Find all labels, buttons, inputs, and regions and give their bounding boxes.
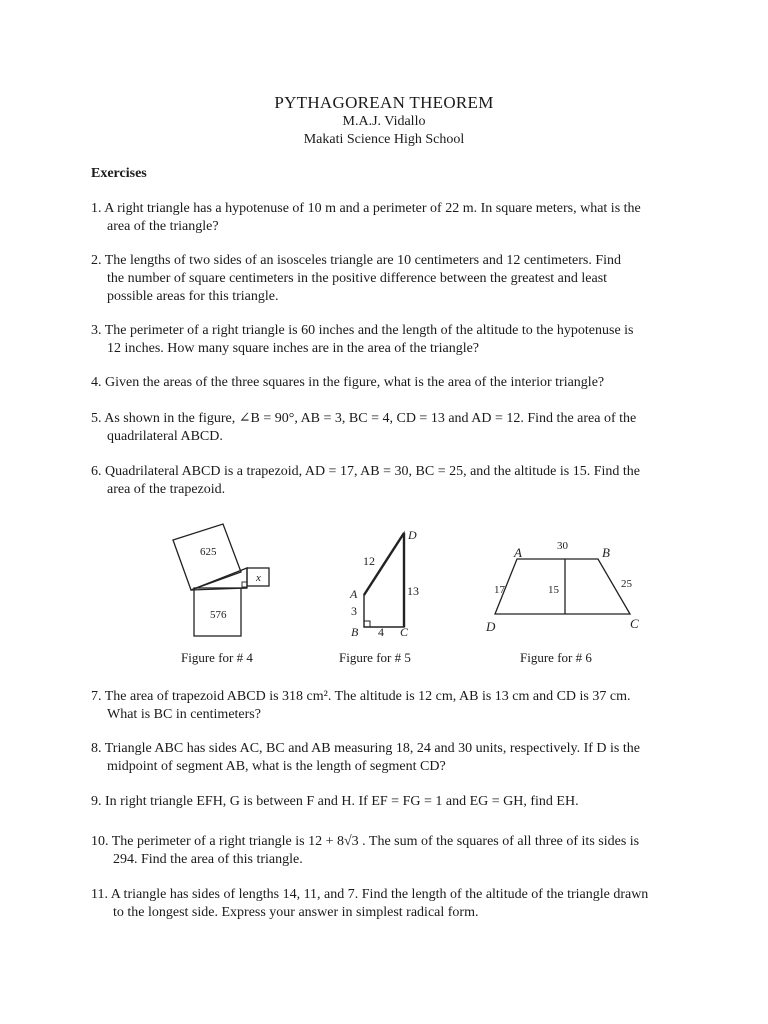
- label-altitude: 15: [548, 584, 559, 596]
- label-AD: 12: [363, 554, 375, 568]
- question-text-line2: 12 inches. How many square inches are in the area of the triangle?: [107, 341, 480, 356]
- label-625: 625: [200, 546, 217, 558]
- question-text: In right triangle EFH, G is between F and H. If EF = FG = 1 and EG = GH, find EH.: [105, 794, 579, 809]
- school-name: Makati Science High School: [303, 132, 465, 147]
- label-D: D: [408, 528, 417, 542]
- question-text: The perimeter of a right triangle is 60 inches and the length of the altitude to the hypotenuse is: [104, 323, 634, 338]
- figure-6: [480, 536, 650, 636]
- question-7: [91, 688, 681, 724]
- question-number: 6.: [91, 464, 102, 479]
- question-number: 8.: [91, 741, 102, 756]
- question-text: The lengths of two sides of an isosceles triangle are 10 centimeters and 12 centimeters. Find: [104, 253, 622, 268]
- question-number: 1.: [91, 201, 102, 216]
- label-CD: 13: [407, 584, 419, 598]
- question-text: Quadrilateral ABCD is a trapezoid, AD = 17, AB = 30, BC = 25, and the altitude is 15. Find the: [105, 464, 641, 479]
- figure-6-caption: Figure for # 6: [520, 650, 592, 665]
- question-text-line2: midpoint of segment AB, what is the length of segment CD?: [107, 759, 446, 774]
- question-text-line2: area of the trapezoid.: [107, 482, 226, 497]
- label-C: C: [400, 625, 409, 639]
- question-text: Given the areas of the three squares in the figure, what is the area of the interior triangle?: [105, 375, 605, 390]
- question-number: 3.: [91, 323, 102, 338]
- label-B: B: [351, 625, 359, 639]
- question-5: [91, 410, 681, 446]
- question-text: A triangle has sides of lengths 14, 11, and 7. Find the length of the altitude of the triangle drawn: [110, 887, 649, 902]
- label-B: B: [602, 545, 610, 560]
- label-D: D: [486, 619, 496, 634]
- question-9: [91, 793, 681, 811]
- question-number: 5.: [91, 411, 102, 426]
- question-number: 10.: [91, 834, 109, 849]
- question-11: [91, 886, 681, 922]
- question-number: 7.: [91, 689, 102, 704]
- label-576: 576: [210, 609, 227, 621]
- label-x: x: [256, 572, 261, 584]
- section-heading: Exercises: [91, 166, 147, 181]
- question-4: [91, 374, 681, 392]
- label-A: A: [514, 545, 522, 560]
- figure-5: [338, 525, 438, 643]
- author-name: M.A.J. Vidallo: [342, 114, 426, 129]
- question-number: 4.: [91, 375, 102, 390]
- question-text: The area of trapezoid ABCD is 318 cm². The altitude is 12 cm, AB is 13 cm and CD is 37 cm.: [104, 689, 631, 704]
- label-AB: 30: [557, 540, 568, 552]
- label-AB: 3: [351, 604, 357, 618]
- question-text-line2: to the longest side. Express your answer in simplest radical form.: [113, 905, 479, 920]
- question-text: Triangle ABC has sides AC, BC and AB measuring 18, 24 and 30 units, respectively. If D is the: [104, 741, 640, 756]
- label-BC: 25: [621, 578, 632, 590]
- question-number: 9.: [91, 794, 102, 809]
- question-2: [91, 252, 681, 306]
- question-3: [91, 322, 681, 358]
- question-text-line2: area of the triangle?: [107, 219, 219, 234]
- question-number: 2.: [91, 253, 102, 268]
- question-text-line2: 294. Find the area of this triangle.: [113, 852, 303, 867]
- question-text: A right triangle has a hypotenuse of 10 m and a perimeter of 22 m. In square meters, what is the: [104, 201, 641, 216]
- figure-5-caption: Figure for # 5: [339, 650, 411, 665]
- question-text-line2: What is BC in centimeters?: [107, 707, 261, 722]
- label-A: A: [350, 587, 358, 601]
- interior-triangle: [191, 568, 247, 590]
- question-10: [91, 833, 681, 869]
- question-text-line3: possible areas for this triangle.: [107, 289, 279, 304]
- question-text-line2: the number of square centimeters in the positive difference between the greatest and least: [107, 271, 608, 286]
- question-6: [91, 463, 681, 499]
- page-title: PYTHAGOREAN THEOREM: [274, 93, 494, 112]
- question-8: [91, 740, 681, 776]
- question-text: As shown in the figure, ∠B = 90°, AB = 3, BC = 4, CD = 13 and AD = 12. Find the area of the: [104, 411, 637, 426]
- label-AD: 17: [494, 584, 505, 596]
- quadrilateral-ABCD: [364, 533, 404, 627]
- question-text: The perimeter of a right triangle is 12 + 8√3 . The sum of the squares of all three of its sides is: [111, 834, 640, 849]
- trapezoid-ABCD: [495, 559, 630, 614]
- figure-4-caption: Figure for # 4: [181, 650, 253, 665]
- label-BC: 4: [378, 625, 384, 639]
- question-1: [91, 200, 681, 236]
- question-text-line2: quadrilateral ABCD.: [107, 429, 223, 444]
- label-C: C: [630, 616, 639, 631]
- question-number: 11.: [91, 887, 108, 902]
- figure-4: [165, 518, 280, 642]
